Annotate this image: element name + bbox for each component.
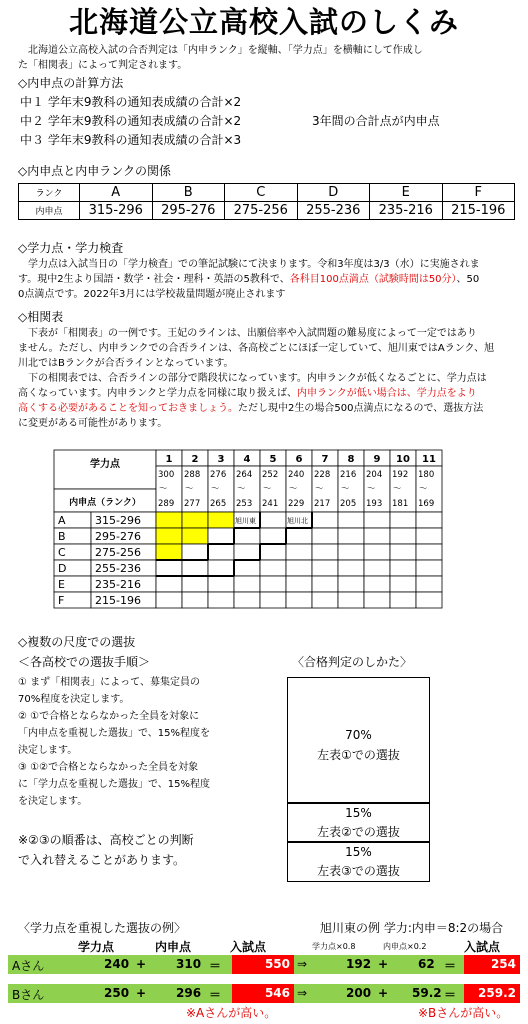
grid-cell [208, 512, 234, 528]
row-rank: F [58, 594, 65, 607]
grid-cell [156, 560, 182, 576]
row-range: 275-256 [95, 546, 141, 559]
rank-e: E [370, 184, 443, 202]
col-number: 3 [217, 454, 225, 465]
a-total: 550 [232, 955, 294, 974]
grid-cell [286, 528, 312, 544]
col-number: 11 [422, 454, 436, 465]
grid-cell [364, 576, 390, 592]
grid-cell [260, 576, 286, 592]
a-arrow: ⇒ [297, 957, 308, 971]
col-number: 7 [321, 454, 329, 465]
score-c: 275-256 [225, 202, 298, 220]
intro-line-2: た「相関表」によって判定されます。 [18, 60, 188, 71]
rank-f: F [442, 184, 515, 202]
example-case: 旭川東の例 学力:内申＝8:2の場合 [320, 921, 504, 935]
grid-cell [312, 528, 338, 544]
a-naishin-x2: 62 [418, 957, 435, 971]
grid-cell [182, 560, 208, 576]
corr-line-7: に変更がある可能性があります。 [18, 418, 168, 429]
col-range-low: 169 [418, 499, 435, 509]
b-eq: ＝ [209, 988, 222, 1002]
row-range: 315-296 [95, 514, 141, 527]
rank-a: A [80, 184, 153, 202]
step-line: 70%程度を決定します。 [18, 694, 130, 705]
grid-cell [416, 592, 442, 608]
grid-cell [390, 544, 416, 560]
step-line: に「学力点を重視した選抜」で、15%程度 [18, 779, 211, 790]
exam-line-3: 0点満点です。2022年3月には学校裁量問題が廃止されます [18, 289, 286, 300]
page-title: 北海道公立高校入試のしくみ [68, 5, 459, 39]
col-number: 1 [165, 454, 173, 465]
b-eq-2: ＝ [444, 988, 457, 1002]
col-range-high: 192 [392, 470, 409, 480]
grid-cell [260, 512, 286, 528]
col-range-tilde: ～ [419, 484, 428, 494]
col-nyushi: 入試点 [230, 940, 267, 954]
grid-cell [208, 544, 234, 560]
grid-cell [156, 544, 182, 560]
col-number: 8 [347, 454, 355, 465]
col-range-low: 181 [392, 499, 409, 509]
a-total-2: 254 [464, 955, 520, 974]
grid-cell [286, 576, 312, 592]
grid-cell [338, 544, 364, 560]
col-range-high: 252 [262, 470, 279, 480]
col-naishin: 内申点 [155, 940, 192, 954]
exam-line-1: 学力点は入試当日の「学力検査」での筆記試験にて決まります。令和3年度は3/3（水）に実施されま [28, 259, 480, 270]
correlation-table [53, 449, 443, 612]
selection-box-15b [287, 841, 430, 882]
exam-line-2: す。現中2生より国語・数学・社会・理科・英語の5教科で、各科目100点満点（試験時間は50分）、50 [18, 274, 480, 285]
col-range-low: 277 [184, 499, 201, 509]
correlation-grid-svg [53, 449, 443, 609]
row-range: 215-196 [95, 594, 141, 607]
person-a-name: Aさん [12, 959, 45, 973]
b-total: 546 [232, 984, 294, 1003]
header-gakuryoku-label: 学力点 [90, 459, 120, 470]
calc-row-1: 中１ 学年末9教科の通知表成績の合計×2 [20, 95, 242, 109]
col-range-high: 240 [288, 470, 305, 480]
rank-d: D [297, 184, 370, 202]
calc-heading: ◇内申点の計算方法 [18, 76, 124, 90]
grid-cell [234, 576, 260, 592]
a-eq: ＝ [209, 959, 222, 973]
row-range: 295-276 [95, 530, 141, 543]
grid-cell [208, 576, 234, 592]
score-a: 315-296 [80, 202, 153, 220]
corr-line-4: 下の相関表では、合否ラインの部分で階段状になっています。内申ランクが低くなるごとに、学力点は [28, 373, 487, 384]
grid-cell [338, 512, 364, 528]
corr-line-3: 川北ではBランクが合否ラインとなっています。 [18, 358, 234, 369]
grid-cell [234, 560, 260, 576]
grid-cell [338, 560, 364, 576]
grid-cell [390, 512, 416, 528]
example-row-b [8, 984, 520, 1003]
note-a-higher: ※Aさんが高い。 [186, 1006, 277, 1020]
col-range-low: 265 [210, 499, 227, 509]
b-naishin-x2: 59.2 [412, 986, 442, 1000]
grid-cell [208, 528, 234, 544]
grid-cell [416, 544, 442, 560]
grid-cell [286, 560, 312, 576]
col-range-high: 180 [418, 470, 435, 480]
grid-cell [312, 576, 338, 592]
col-range-tilde: ～ [289, 484, 298, 494]
example-title: 〈学力点を重視した選抜の例〉 [18, 921, 187, 935]
intro-line-1: 北海道公立高校入試の合否判定は「内申ランク」を縦軸、「学力点」を横軸にして作成し [28, 45, 423, 56]
col-range-tilde: ～ [315, 484, 324, 494]
col-range-low: 229 [288, 499, 305, 509]
col-range-tilde: ～ [211, 484, 220, 494]
row-rank: E [58, 578, 65, 591]
score-d: 255-236 [297, 202, 370, 220]
grid-cell [364, 544, 390, 560]
grid-cell [182, 576, 208, 592]
grid-cell [182, 512, 208, 528]
person-b-name: Bさん [12, 988, 45, 1002]
grid-cell [260, 560, 286, 576]
grid-cell [286, 544, 312, 560]
calc-row-2: 中２ 学年末9教科の通知表成績の合計×2 [20, 114, 242, 128]
grid-cell [234, 528, 260, 544]
b-gakuryoku: 250 [104, 986, 130, 1000]
note-b-higher: ※Bさんが高い。 [418, 1006, 509, 1020]
row-range: 235-216 [95, 578, 141, 591]
box-15b-pct: 15% [345, 845, 372, 859]
step-line: 決定します。 [18, 745, 78, 756]
grid-cell [390, 560, 416, 576]
step-line: 「内申点を重視した選抜」で、15%程度を [18, 728, 211, 739]
col-range-tilde: ～ [237, 484, 246, 494]
grid-cell [338, 528, 364, 544]
b-total-2: 259.2 [464, 984, 520, 1003]
col-number: 4 [243, 454, 251, 465]
rank-heading: ◇内申点と内申ランクの関係 [18, 164, 171, 178]
corr-heading: ◇相関表 [18, 310, 64, 324]
rank-c: C [225, 184, 298, 202]
box-15a-pct: 15% [345, 806, 372, 820]
grid-cell [338, 576, 364, 592]
col-range-low: 241 [262, 499, 279, 509]
step-line: ③ ①②で合格とならなかった全員を対象 [18, 762, 199, 773]
judge-title: 〈合格判定のしかた〉 [292, 655, 413, 669]
col-gakuryoku: 学力点 [78, 940, 115, 954]
col-range-low: 217 [314, 499, 331, 509]
corr-line-5: 高くなっています。内申ランクと学力点を同様に取り扱えば、内申ランクが低い場合は、学力点をより [18, 388, 477, 399]
b-arrow: ⇒ [297, 986, 308, 1000]
selection-box-15a [287, 802, 430, 843]
header-naishin-label: 内申点（ランク） [69, 498, 141, 508]
b-naishin: 296 [176, 986, 202, 1000]
calc-note: 3年間の合計点が内申点 [312, 114, 440, 128]
order-note [18, 830, 194, 870]
grid-cell [390, 592, 416, 608]
row-range: 255-236 [95, 562, 141, 575]
box-15b-label: 左表③での選抜 [317, 864, 400, 878]
col-range-tilde: ～ [263, 484, 272, 494]
rank-table [18, 183, 515, 220]
col-range-tilde: ～ [393, 484, 402, 494]
row-rank: A [58, 514, 66, 527]
step-line: ① まず「相関表」によって、募集定員の [18, 677, 200, 688]
col-number: 6 [295, 454, 303, 465]
step-list [18, 674, 210, 810]
box-70-pct: 70% [345, 728, 372, 742]
grid-cell [416, 576, 442, 592]
grid-cell [364, 560, 390, 576]
selection-box-70 [287, 677, 430, 804]
col-number: 9 [373, 454, 381, 465]
col-naishin-x2: 内申点×0.2 [383, 942, 427, 951]
step-line: を決定します。 [18, 796, 88, 807]
col-range-tilde: ～ [341, 484, 350, 494]
corr-line-1: 下表が「相関表」の一例です。王妃のラインは、出願倍率や入試問題の難易度によって一定ではあり [28, 328, 477, 339]
col-range-high: 276 [210, 470, 227, 480]
grid-cell [312, 592, 338, 608]
grid-cell [416, 528, 442, 544]
grid-cell [182, 528, 208, 544]
col-number: 2 [191, 454, 199, 465]
exam-heading: ◇学力点・学力検査 [18, 241, 124, 255]
grid-cell [234, 592, 260, 608]
grid-cell [182, 544, 208, 560]
grid-cell [260, 544, 286, 560]
grid-cell [364, 512, 390, 528]
row-rank: B [58, 530, 66, 543]
a-gakuryoku: 240 [104, 957, 130, 971]
order-note-line: で入れ替えることがあります。 [18, 853, 186, 867]
grid-cell [286, 592, 312, 608]
grid-cell [156, 592, 182, 608]
col-range-high: 264 [236, 470, 253, 480]
a-gakuryoku-x8: 192 [346, 957, 372, 971]
grid-cell [338, 592, 364, 608]
corr-line-6: 高くする必要があることを知っておきましょう。ただし現中2生の場合500点満点になるので、選抜方法 [18, 403, 484, 414]
grid-cell [364, 592, 390, 608]
mark-asahikawa-higashi: 旭川東 [235, 517, 256, 525]
a-plus: + [136, 957, 147, 971]
rank-b: B [152, 184, 225, 202]
col-number: 5 [269, 454, 277, 465]
grid-cell [208, 592, 234, 608]
col-range-low: 193 [366, 499, 383, 509]
col-range-high: 228 [314, 470, 331, 480]
a-eq-2: ＝ [444, 959, 457, 973]
col-range-high: 288 [184, 470, 201, 480]
row-rank: C [58, 546, 66, 559]
col-range-tilde: ～ [185, 484, 194, 494]
order-note-line: ※②③の順番は、高校ごとの判断 [18, 833, 194, 847]
b-plus: + [136, 986, 147, 1000]
col-range-tilde: ～ [159, 484, 168, 494]
grid-cell [156, 512, 182, 528]
grid-cell [416, 560, 442, 576]
rank-label: ランク [19, 184, 80, 202]
b-plus-2: + [378, 986, 389, 1000]
col-range-high: 300 [158, 470, 175, 480]
score-e: 235-216 [370, 202, 443, 220]
grid-cell [312, 560, 338, 576]
grid-cell [260, 528, 286, 544]
col-range-high: 204 [366, 470, 383, 480]
col-range-low: 289 [158, 499, 175, 509]
b-gakuryoku-x8: 200 [346, 986, 372, 1000]
a-naishin: 310 [176, 957, 202, 971]
grid-cell [416, 512, 442, 528]
example-row-a [8, 955, 520, 974]
grid-cell [364, 528, 390, 544]
grid-cell [390, 528, 416, 544]
score-f: 215-196 [442, 202, 515, 220]
grid-cell [208, 560, 234, 576]
col-range-low: 205 [340, 499, 357, 509]
mark-asahikawa-kita: 旭川北 [287, 517, 308, 525]
col-range-high: 216 [340, 470, 357, 480]
score-label: 内申点 [19, 202, 80, 220]
box-15a-label: 左表②での選抜 [317, 825, 400, 839]
grid-cell [312, 512, 338, 528]
row-rank: D [58, 562, 67, 575]
multi-subheading: ＜各高校での選抜手順＞ [18, 655, 151, 669]
calc-row-3: 中３ 学年末9教科の通知表成績の合計×3 [20, 133, 242, 147]
multi-heading: ◇複数の尺度での選抜 [18, 635, 136, 649]
grid-cell [312, 544, 338, 560]
grid-cell [156, 528, 182, 544]
corr-line-2: ません。ただし、内申ランクでの合否ラインは、各高校ごとにほぼ一定していて、旭川東ではAランク、旭 [18, 343, 495, 354]
grid-cell [234, 544, 260, 560]
col-range-tilde: ～ [367, 484, 376, 494]
col-number: 10 [396, 454, 410, 465]
step-line: ② ①で合格とならなかった全員を対象に [18, 711, 200, 722]
grid-cell [156, 576, 182, 592]
grid-cell [260, 592, 286, 608]
grid-cell [390, 576, 416, 592]
grid-cell [182, 592, 208, 608]
col-gakuryoku-x8: 学力点×0.8 [312, 942, 356, 951]
score-b: 295-276 [152, 202, 225, 220]
col-nyushi-2: 入試点 [464, 940, 501, 954]
a-plus-2: + [378, 957, 389, 971]
box-70-label: 左表①での選抜 [317, 748, 400, 762]
col-range-low: 253 [236, 499, 253, 509]
